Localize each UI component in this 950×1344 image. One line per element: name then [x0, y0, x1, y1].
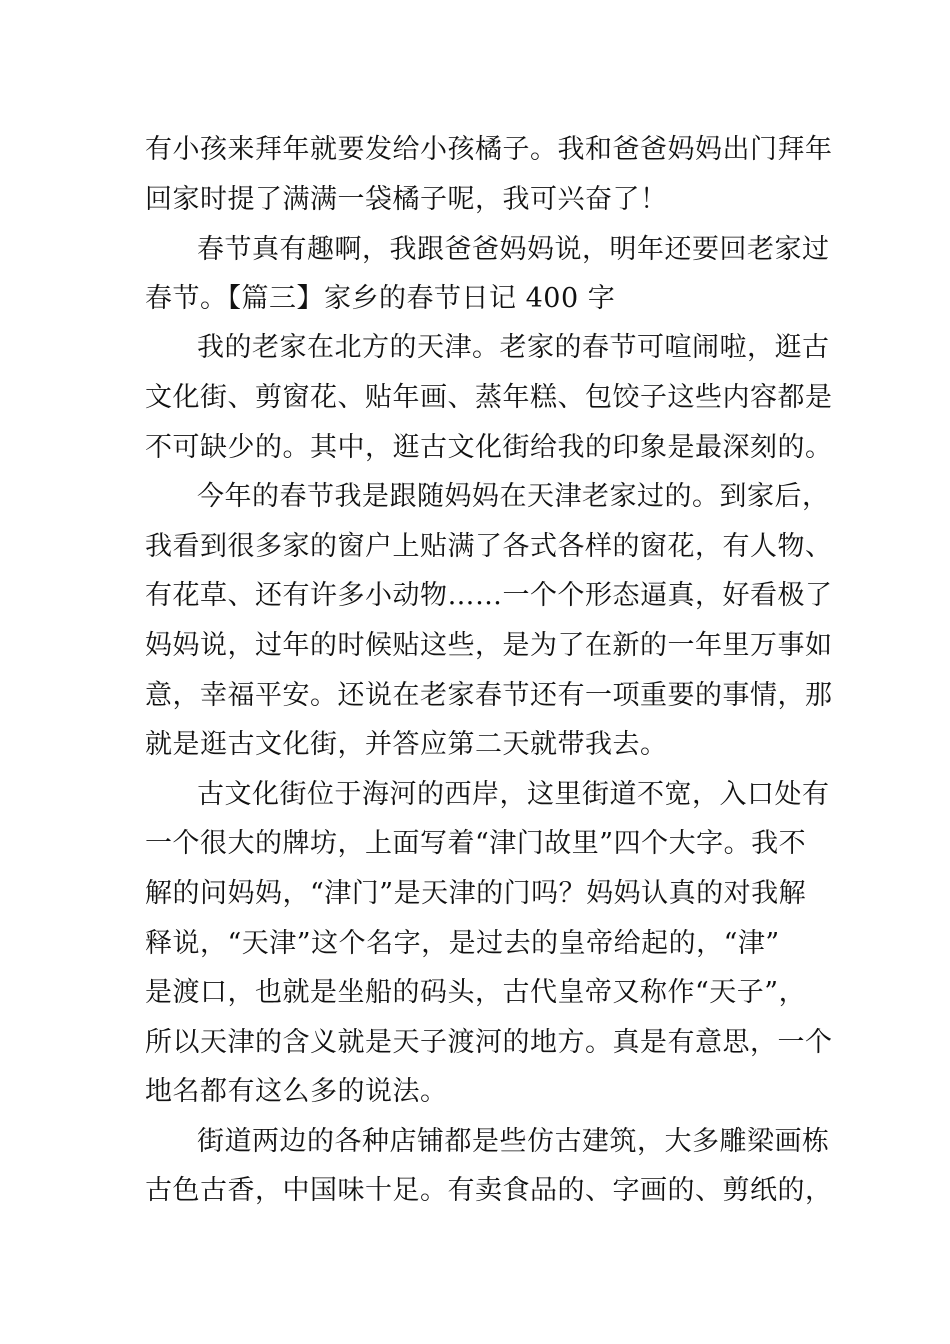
paragraph-start-line: 今年的春节我是跟随妈妈在天津老家过的。到家后，	[197, 481, 830, 512]
text-line: 一个很大的牌坊，上面写着“津门故里”四个大字。我不	[145, 828, 807, 859]
text-line: 不可缺少的。其中，逛古文化街给我的印象是最深刻的。	[145, 432, 833, 463]
paragraph-start-line: 古文化街位于海河的西岸，这里街道不宽，入口处有	[197, 779, 830, 810]
text-line: 地名都有这么多的说法。	[145, 1076, 448, 1107]
text-line: 有花草、还有许多小动物……一个个形态逼真，好看极了	[145, 580, 833, 611]
text-line: 意，幸福平安。还说在老家春节还有一项重要的事情，那	[145, 680, 833, 711]
text-line: 就是逛古文化街，并答应第二天就带我去。	[145, 729, 668, 760]
text-line: 妈妈说，过年的时候贴这些，是为了在新的一年里万事如	[145, 630, 833, 661]
text-line: 解的问妈妈，“津门”是天津的门吗？妈妈认真的对我解	[145, 878, 807, 909]
text-line: 回家时提了满满一袋橘子呢，我可兴奋了！	[145, 184, 668, 215]
paragraph-start-line: 我的老家在北方的天津。老家的春节可喧闹啦，逛古	[197, 332, 830, 363]
paragraph-start-line: 街道两边的各种店铺都是些仿古建筑，大多雕梁画栋	[197, 1126, 830, 1157]
text-line: 文化街、剪窗花、贴年画、蒸年糕、包饺子这些内容都是	[145, 382, 833, 413]
text-line: 释说，“天津”这个名字，是过去的皇帝给起的，“津”	[145, 928, 780, 959]
text-line: 有小孩来拜年就要发给小孩橘子。我和爸爸妈妈出门拜年	[145, 134, 833, 165]
paragraph-start-line: 春节真有趣啊，我跟爸爸妈妈说，明年还要回老家过	[197, 234, 830, 265]
text-line: 春节。【篇三】家乡的春节日记 400 字	[145, 283, 616, 314]
text-line: 所以天津的含义就是天子渡河的地方。真是有意思，一个	[145, 1027, 833, 1058]
text-line: 是渡口，也就是坐船的码头，古代皇帝又称作“天子”，	[145, 977, 807, 1008]
text-line: 古色古香，中国味十足。有卖食品的、字画的、剪纸的，	[145, 1175, 833, 1206]
text-line: 我看到很多家的窗户上贴满了各式各样的窗花，有人物、	[145, 531, 833, 562]
